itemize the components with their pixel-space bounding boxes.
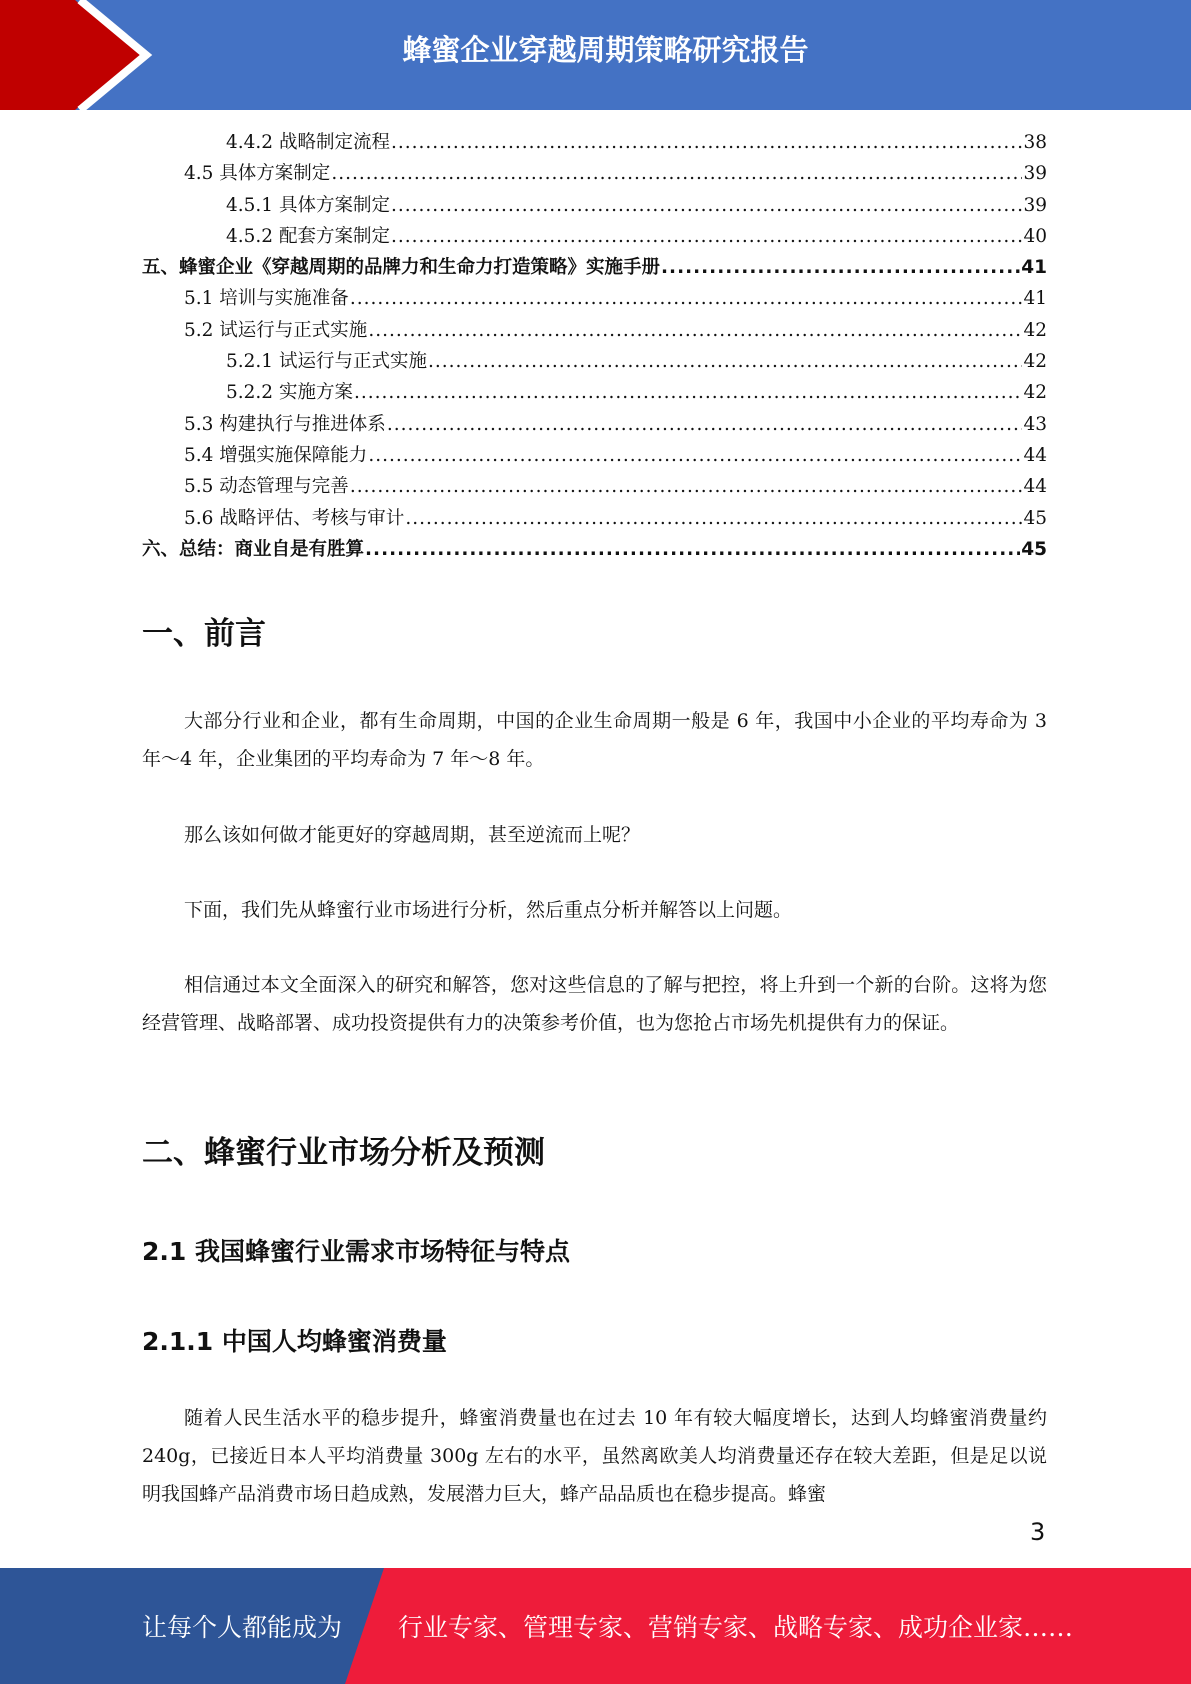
toc-entry[interactable] <box>142 253 1047 284</box>
toc-entry-page: 41 <box>1023 288 1047 310</box>
footer-slogan-right: 行业专家、管理专家、营销专家、战略专家、成功企业家…… <box>398 1613 1074 1642</box>
toc-entry-label: 5.6 战略评估、考核与审计 <box>184 507 405 529</box>
toc-entry[interactable] <box>142 159 1047 190</box>
toc-entry-label: 5.2 试运行与正式实施 <box>184 319 368 341</box>
toc-entry-page: 45 <box>1021 538 1047 560</box>
toc-entry[interactable] <box>142 410 1047 441</box>
toc-entry-label: 五、蜂蜜企业《穿越周期的品牌力和生命力打造策略》实施手册 <box>142 257 661 279</box>
toc-entry[interactable] <box>142 472 1047 503</box>
toc-leader-dots <box>391 226 1022 247</box>
toc-entry-page: 42 <box>1023 382 1047 404</box>
toc-leader-dots <box>661 257 1020 278</box>
toc-entry-page: 41 <box>1021 257 1047 279</box>
page-footer <box>0 1568 1191 1684</box>
toc-entry-page: 42 <box>1023 319 1047 341</box>
footer-slogan-left: 让每个人都能成为 <box>142 1613 343 1642</box>
toc-leader-dots <box>405 508 1022 529</box>
paragraph-consumption: 随着人民生活水平的稳步提升，蜂蜜消费量也在过去 10 年有较大幅度增长，达到人均蜂蜜消费量约 240g，已接近日本人平均消费量 300g 左右的水平，虽然离欧美人均消费量还存在较大差距，但是足以说明我国蜂产品消费市场日趋成熟，发展潜力巨大，蜂产品品质也在稳步提高。蜂蜜 <box>142 1407 1047 1505</box>
paragraph-approach: 下面，我们先从蜂蜜行业市场进行分析，然后重点分析并解答以上问题。 <box>184 899 793 921</box>
toc-leader-dots <box>368 320 1022 341</box>
page-header <box>0 0 1191 110</box>
toc-entry-label: 5.2.1 试运行与正式实施 <box>226 351 427 373</box>
toc-leader-dots <box>350 476 1023 497</box>
toc-leader-dots <box>387 414 1023 435</box>
toc-entry-page: 40 <box>1023 225 1047 247</box>
toc-leader-dots <box>391 132 1022 153</box>
heading-2-1-1: 2.1.1 中国人均蜂蜜消费量 <box>142 1327 447 1356</box>
paragraph-value: 相信通过本文全面深入的研究和解答，您对这些信息的了解与把控，将上升到一个新的台阶。这将为您经营管理、战略部署、成功投资提供有力的决策参考价值，也为您抢占市场先机提供有力的保证。 <box>142 974 1047 1034</box>
toc-leader-dots <box>350 288 1023 309</box>
toc-entry-label: 4.4.2 战略制定流程 <box>226 132 390 153</box>
toc-leader-dots <box>331 163 1022 184</box>
page-number: 3 <box>1030 1518 1046 1546</box>
toc-entry[interactable] <box>142 504 1047 535</box>
toc-entry-page: 44 <box>1023 444 1047 466</box>
heading-preface: 一、前言 <box>142 616 266 652</box>
toc-entry-page: 43 <box>1023 413 1047 435</box>
toc-entry[interactable] <box>142 284 1047 315</box>
toc-entry[interactable] <box>142 535 1047 566</box>
toc-entry-page: 42 <box>1023 351 1047 373</box>
toc-entry-page: 38 <box>1023 132 1047 153</box>
table-of-contents <box>142 128 1047 566</box>
toc-entry-label: 5.2.2 实施方案 <box>226 382 353 404</box>
toc-entry-label: 5.3 构建执行与推进体系 <box>184 413 386 435</box>
toc-entry[interactable] <box>142 316 1047 347</box>
toc-entry[interactable] <box>142 222 1047 253</box>
toc-entry-page: 39 <box>1023 163 1047 185</box>
toc-entry[interactable] <box>142 347 1047 378</box>
toc-entry[interactable] <box>142 378 1047 409</box>
toc-leader-dots <box>354 382 1023 403</box>
toc-entry[interactable] <box>142 441 1047 472</box>
toc-leader-dots <box>365 539 1020 560</box>
paragraph-lifecycle: 大部分行业和企业，都有生命周期，中国的企业生命周期一般是 6 年，我国中小企业的平均寿命为 3 年～4 年，企业集团的平均寿命为 7 年～8 年。 <box>142 710 1047 770</box>
report-title: 蜂蜜企业穿越周期策略研究报告 <box>402 33 809 67</box>
heading-2-1: 2.1 我国蜂蜜行业需求市场特征与特点 <box>142 1237 570 1266</box>
toc-entry-label: 4.5.2 配套方案制定 <box>226 225 390 247</box>
heading-market-analysis: 二、蜂蜜行业市场分析及预测 <box>142 1135 545 1171</box>
toc-entry-page: 39 <box>1023 194 1047 216</box>
toc-entry-page: 44 <box>1023 476 1047 498</box>
toc-leader-dots <box>428 351 1022 372</box>
paragraph-question: 那么该如何做才能更好的穿越周期，甚至逆流而上呢？ <box>184 824 641 846</box>
toc-entry[interactable] <box>142 191 1047 222</box>
toc-entry-label: 4.5 具体方案制定 <box>184 163 331 185</box>
toc-leader-dots <box>391 195 1022 216</box>
toc-entry-label: 5.5 动态管理与完善 <box>184 476 349 498</box>
toc-entry-label: 六、总结：商业自是有胜算 <box>142 538 365 560</box>
toc-entry-label: 5.4 增强实施保障能力 <box>184 444 368 466</box>
toc-leader-dots <box>368 445 1022 466</box>
toc-entry[interactable] <box>142 128 1047 159</box>
toc-entry-label: 4.5.1 具体方案制定 <box>226 194 390 216</box>
toc-entry-label: 5.1 培训与实施准备 <box>184 288 349 310</box>
toc-entry-page: 45 <box>1023 507 1047 529</box>
